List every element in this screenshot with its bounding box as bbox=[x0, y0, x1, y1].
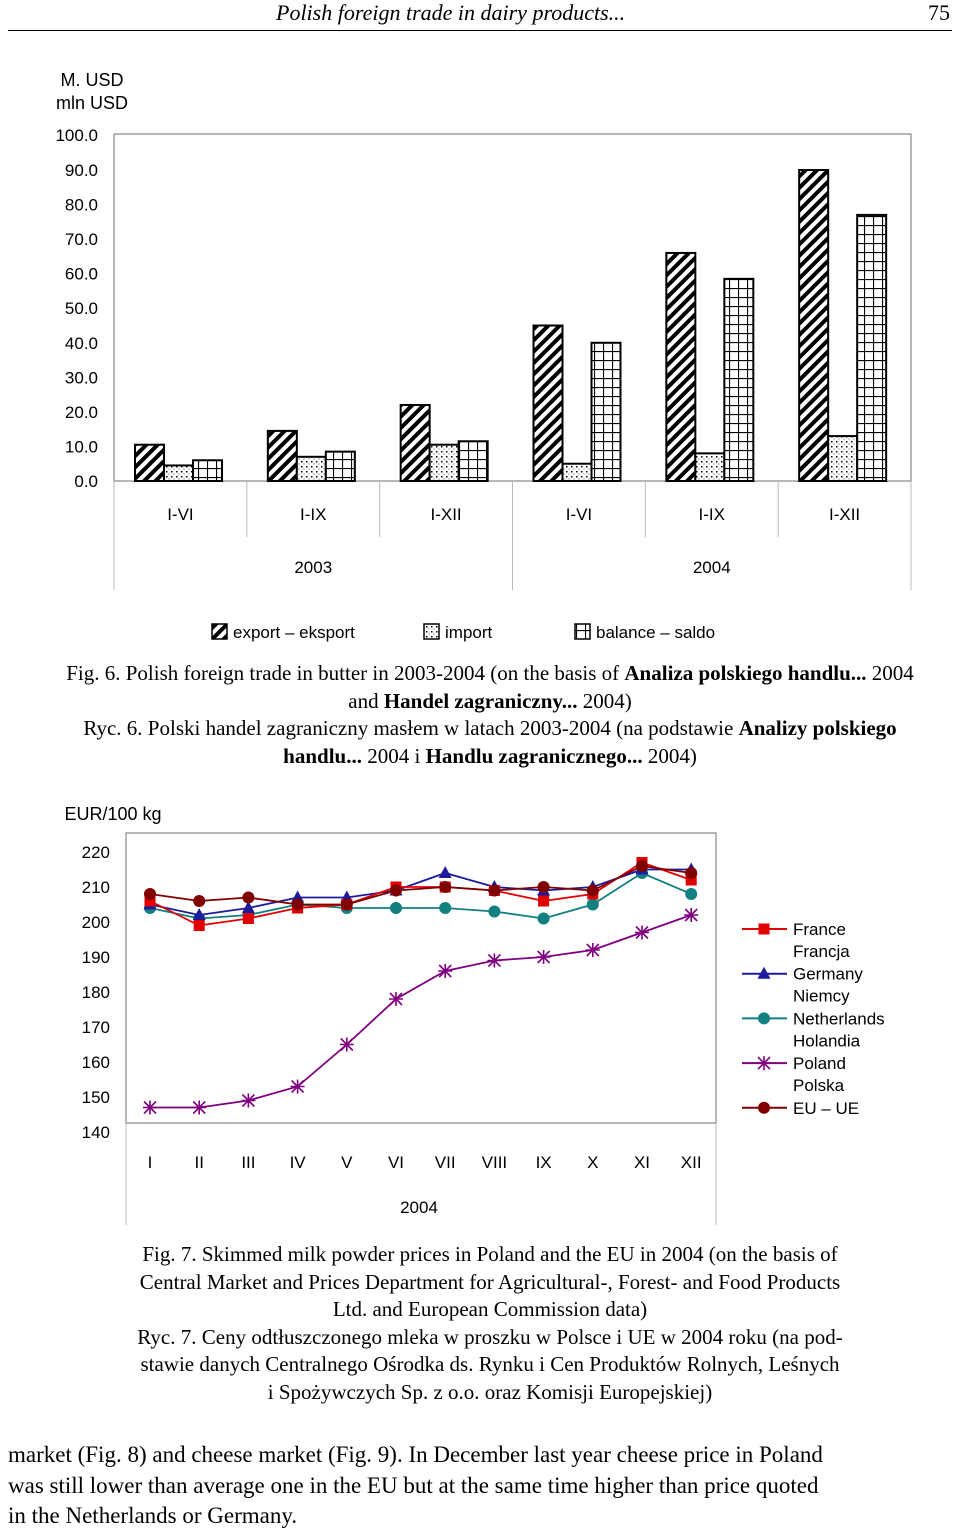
y-tick-label: 100.0 bbox=[55, 126, 98, 145]
y-tick-label: 210 bbox=[81, 878, 110, 897]
running-title: Polish foreign trade in dairy products... bbox=[276, 0, 626, 25]
legend-label: balance – saldo bbox=[596, 623, 716, 642]
figure-7-caption-en-line: Ltd. and European Commission data) bbox=[332, 1297, 648, 1321]
figure-7-caption-pl-line: stawie danych Centralnego Ośrodka ds. Rynku i Cen Produktów Rolnych, Leśnych bbox=[140, 1352, 840, 1376]
bar-import bbox=[297, 457, 326, 481]
data-point-netherlands bbox=[538, 913, 550, 925]
y-tick-label: 20.0 bbox=[64, 402, 98, 422]
figure-7-caption-pl-line: i Spożywczych Sp. z o.o. oraz Komisji Europejskiej) bbox=[267, 1379, 713, 1404]
data-point-eu bbox=[242, 892, 254, 904]
x-tick-label: I-IX bbox=[300, 505, 327, 524]
y-tick-label: 190 bbox=[81, 948, 110, 967]
data-point-eu bbox=[390, 885, 402, 897]
legend-label-pl: Francja bbox=[793, 942, 850, 961]
line-series bbox=[143, 857, 698, 1115]
legend-swatch bbox=[212, 624, 227, 639]
data-point-eu bbox=[341, 899, 353, 911]
figure-6-caption-pl: Ryc. 6. Polski handel zagraniczny masłem w latach 2003-2004 (na podstawie Analizy polskiego handlu... 2004 i Handlu zagranicznego... 2004) bbox=[83, 716, 897, 768]
x-tick-label: I-VI bbox=[565, 505, 593, 524]
data-point-france bbox=[243, 913, 254, 924]
x-tick-label: XI bbox=[633, 1153, 651, 1172]
legend-label: Poland bbox=[793, 1054, 846, 1074]
data-point-poland bbox=[586, 943, 600, 957]
bar-import bbox=[430, 445, 459, 481]
data-point-netherlands bbox=[488, 906, 500, 918]
bar-balance bbox=[193, 460, 222, 481]
bar-export bbox=[799, 170, 828, 481]
x-tick-label: I bbox=[147, 1153, 153, 1172]
y-tick-label: 90.0 bbox=[64, 161, 98, 180]
legend-label: France bbox=[793, 920, 846, 939]
legend-label: Germany bbox=[793, 964, 863, 984]
y-tick-label: 70.0 bbox=[64, 230, 98, 250]
figure-6-caption-en: Fig. 6. Polish foreign trade in butter in 2003-2004 (on the basis of Analiza polskiego handlu... 2004 and Handel zagraniczny... 2004) bbox=[66, 661, 914, 713]
figure-7-caption bbox=[60, 1241, 920, 1406]
data-point-poland bbox=[684, 908, 698, 922]
data-point-poland bbox=[389, 992, 403, 1006]
x-tick-label: XII bbox=[680, 1153, 702, 1172]
data-point-poland bbox=[438, 964, 452, 978]
data-point-netherlands bbox=[439, 902, 451, 914]
x-tick-label: X bbox=[587, 1153, 599, 1172]
figure-6-caption bbox=[60, 660, 920, 770]
plot-area bbox=[114, 134, 911, 481]
y-axis-label-unit-pl: mln USD bbox=[55, 93, 129, 113]
series-line-netherlands bbox=[150, 873, 691, 919]
data-point-poland bbox=[143, 1101, 157, 1115]
bar-balance bbox=[459, 441, 488, 481]
data-point-eu bbox=[636, 860, 648, 872]
bar-import bbox=[828, 436, 857, 481]
y-tick-label: 30.0 bbox=[64, 368, 98, 388]
y-tick-label: 220 bbox=[81, 843, 110, 862]
page-number: 75 bbox=[928, 0, 950, 25]
x-group-label: 2004 bbox=[692, 558, 731, 577]
legend bbox=[742, 920, 885, 1118]
legend bbox=[212, 623, 715, 642]
figure-7-caption-en-line: Central Market and Prices Department for Agricultural-, Forest- and Food Products bbox=[139, 1269, 841, 1294]
y-axis-tick-labels bbox=[55, 126, 98, 491]
x-tick-label: I-VI bbox=[167, 505, 194, 524]
body-text bbox=[8, 1440, 958, 1532]
y-tick-label: 200 bbox=[81, 913, 110, 932]
bar-balance bbox=[592, 343, 621, 481]
x-tick-label: I-IX bbox=[698, 505, 725, 524]
y-axis-tick-labels bbox=[82, 843, 110, 1142]
x-axis bbox=[126, 1123, 716, 1225]
body-text-line: in the Netherlands or Germany. bbox=[8, 1503, 298, 1528]
bar-balance bbox=[724, 279, 753, 481]
x-tick-label: IV bbox=[289, 1153, 306, 1172]
milk-powder-price-line-chart bbox=[0, 790, 960, 1230]
data-point-eu bbox=[538, 881, 550, 893]
legend-label: EU – UE bbox=[793, 1098, 860, 1118]
y-tick-label: 60.0 bbox=[64, 264, 98, 284]
legend-label-pl: Niemcy bbox=[793, 986, 850, 1006]
legend-label-pl: Holandia bbox=[793, 1031, 861, 1051]
bar-import bbox=[563, 464, 592, 481]
x-tick-label: I-XII bbox=[828, 505, 861, 524]
data-point-eu bbox=[144, 888, 156, 900]
y-tick-label: 170 bbox=[81, 1018, 110, 1037]
bar-export bbox=[401, 405, 430, 481]
x-tick-label: VIII bbox=[481, 1153, 508, 1172]
data-point-france bbox=[194, 920, 205, 931]
bar-balance bbox=[326, 452, 355, 481]
data-point-netherlands bbox=[587, 899, 599, 911]
bar-export bbox=[666, 253, 695, 481]
x-tick-label: IX bbox=[535, 1153, 552, 1172]
legend-marker-netherlands bbox=[758, 1012, 770, 1024]
x-tick-label: V bbox=[341, 1153, 353, 1172]
x-tick-label: III bbox=[241, 1153, 256, 1172]
y-tick-label: 0.0 bbox=[74, 472, 98, 491]
body-text-line: was still lower than average one in the EU but at the same time higher than price quoted bbox=[8, 1472, 819, 1498]
series-line-eu bbox=[150, 866, 691, 905]
figure-7-caption-pl-line: Ryc. 7. Ceny odtłuszczonego mleka w proszku w Polsce i UE w 2004 roku (na pod- bbox=[137, 1324, 843, 1349]
x-tick-label: I-XII bbox=[430, 505, 462, 524]
data-point-poland bbox=[635, 926, 649, 940]
bar-import bbox=[695, 453, 724, 481]
legend-swatch bbox=[424, 624, 439, 639]
y-axis-label: EUR/100 kg bbox=[64, 804, 162, 824]
bar-balance bbox=[857, 215, 886, 481]
legend-marker-france bbox=[759, 924, 770, 935]
data-point-poland bbox=[340, 1038, 354, 1052]
y-tick-label: 40.0 bbox=[64, 333, 98, 353]
x-tick-label: VII bbox=[434, 1153, 456, 1172]
y-tick-label: 160 bbox=[81, 1053, 110, 1072]
x-group-label: 2003 bbox=[294, 558, 333, 577]
y-axis-label-unit: M. USD bbox=[60, 70, 124, 90]
data-point-eu bbox=[685, 867, 697, 879]
data-point-poland bbox=[291, 1080, 305, 1094]
legend-marker-eu bbox=[758, 1102, 770, 1114]
data-point-poland bbox=[241, 1094, 255, 1108]
bar-series bbox=[135, 170, 886, 481]
y-tick-label: 10.0 bbox=[64, 437, 98, 457]
legend-label-pl: Polska bbox=[793, 1076, 845, 1096]
bar-export bbox=[268, 431, 297, 481]
butter-trade-bar-chart bbox=[0, 0, 960, 660]
y-tick-label: 150 bbox=[81, 1088, 110, 1107]
data-point-eu bbox=[587, 885, 599, 897]
x-tick-label: VI bbox=[387, 1153, 405, 1172]
data-point-germany bbox=[439, 866, 452, 878]
data-point-poland bbox=[192, 1101, 206, 1115]
bar-export bbox=[135, 445, 164, 481]
data-point-eu bbox=[292, 899, 304, 911]
data-point-eu bbox=[439, 881, 451, 893]
bar-export bbox=[534, 326, 563, 482]
bar-import bbox=[164, 465, 193, 481]
legend-marker-poland bbox=[757, 1056, 771, 1070]
data-point-france bbox=[538, 896, 549, 907]
legend-swatch bbox=[575, 624, 590, 639]
y-tick-label: 80.0 bbox=[64, 195, 98, 215]
y-tick-label: 180 bbox=[81, 983, 110, 1002]
legend-label: import bbox=[445, 623, 493, 642]
data-point-poland bbox=[487, 954, 501, 968]
legend-label: export – eksport bbox=[233, 623, 355, 642]
x-axis bbox=[114, 481, 911, 590]
data-point-netherlands bbox=[390, 902, 402, 914]
plot-area bbox=[126, 833, 716, 1123]
legend-label: Netherlands bbox=[793, 1009, 885, 1029]
body-text-line: market (Fig. 8) and cheese market (Fig. 9). In December last year cheese price in Poland bbox=[8, 1442, 823, 1467]
data-point-eu bbox=[193, 895, 205, 907]
data-point-netherlands bbox=[685, 888, 697, 900]
x-tick-label: II bbox=[194, 1153, 204, 1172]
y-tick-label: 50.0 bbox=[64, 299, 98, 319]
series-line-poland bbox=[150, 915, 691, 1108]
figure-7-caption-en-line: Fig. 7. Skimmed milk powder prices in Poland and the EU in 2004 (on the basis of bbox=[142, 1242, 838, 1266]
x-group-label: 2004 bbox=[400, 1198, 438, 1217]
data-point-poland bbox=[537, 950, 551, 964]
data-point-eu bbox=[488, 885, 500, 897]
y-tick-label: 140 bbox=[81, 1123, 110, 1142]
